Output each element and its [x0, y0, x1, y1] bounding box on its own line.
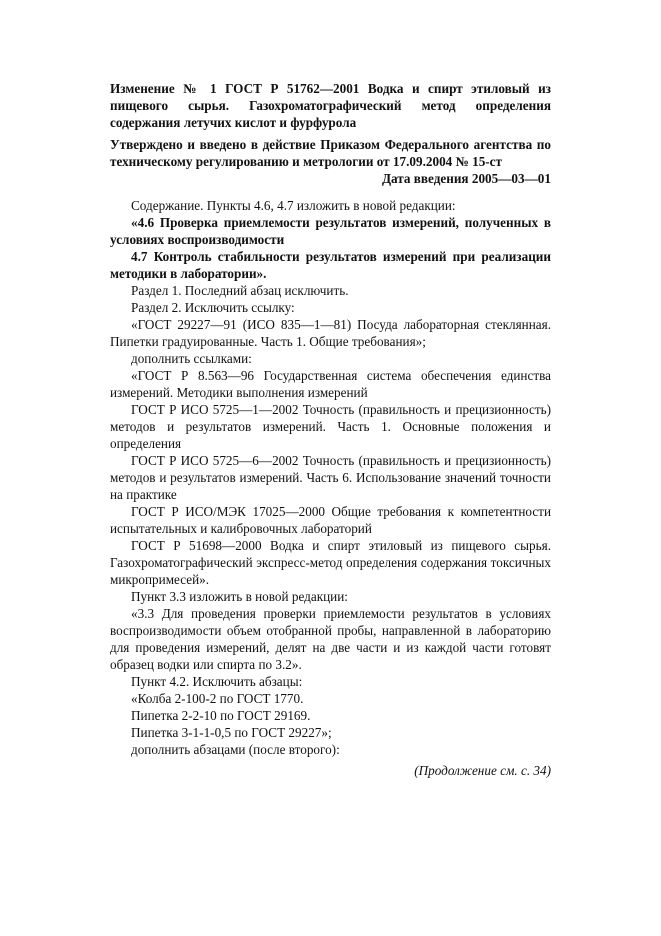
- paragraph: дополнить ссылками:: [131, 351, 252, 366]
- continued-note: (Продолжение см. с. 34): [414, 763, 551, 778]
- paragraph: Содержание. Пункты 4.6, 4.7 изложить в новой редакции:: [131, 198, 456, 213]
- paragraph: 4.7 Контроль стабильности результатов измерений при реализации методики в лаборатории».: [110, 249, 551, 281]
- document-header: [110, 80, 551, 187]
- paragraph: «ГОСТ 29227—91 (ИСО 835—1—81) Посуда лабораторная стеклянная. Пипетки градуированные. Часть 1. Общие требования»;: [110, 317, 551, 349]
- paragraph: «3.3 Для проведения проверки приемлемости результатов в условиях воспроизводимости объем отобранной пробы, направленной в лабораторию для проведения измерений, делят на две части и из каждой части готовят образец водки или спирта по 3.2».: [110, 606, 551, 672]
- paragraph: дополнить абзацами (после второго):: [131, 742, 340, 757]
- paragraph: Раздел 2. Исключить ссылку:: [131, 300, 295, 315]
- paragraph: Пипетка 3-1-1-0,5 по ГОСТ 29227»;: [131, 725, 332, 740]
- paragraph: ГОСТ Р ИСО 5725—6—2002 Точность (правильность и прецизионность) методов и результатов измерений. Часть 6. Использование значений точности на практике: [110, 453, 551, 502]
- paragraph: ГОСТ Р ИСО 5725—1—2002 Точность (правильность и прецизионность) методов и результатов измерений. Часть 1. Основные положения и определения: [110, 402, 551, 451]
- document-page: [110, 80, 551, 779]
- paragraph: «Колба 2-100-2 по ГОСТ 1770.: [131, 691, 304, 706]
- approval-statement: Утверждено и введено в действие Приказом Федерального агентства по техническому регулированию и метрологии от 17.09.2004 № 15-ст: [110, 137, 551, 169]
- document-body: [110, 197, 551, 758]
- paragraph: ГОСТ Р 51698—2000 Водка и спирт этиловый из пищевого сырья. Газохроматографический экспресс-метод определения содержания токсичных микропримесей».: [110, 538, 551, 587]
- paragraph: Пункт 3.3 изложить в новой редакции:: [131, 589, 348, 604]
- effective-date: Дата введения 2005—03—01: [381, 171, 551, 186]
- paragraph: Пипетка 2-2-10 по ГОСТ 29169.: [131, 708, 311, 723]
- paragraph: Пункт 4.2. Исключить абзацы:: [131, 674, 303, 689]
- amendment-title: Изменение № 1 ГОСТ Р 51762—2001 Водка и спирт этиловый из пищевого сырья. Газохроматографический метод определения содержания летучих кислот и фурфурола: [110, 81, 551, 130]
- paragraph: ГОСТ Р ИСО/МЭК 17025—2000 Общие требования к компетентности испытательных и калибровочных лабораторий: [110, 504, 551, 536]
- paragraph: Раздел 1. Последний абзац исключить.: [131, 283, 349, 298]
- paragraph: «4.6 Проверка приемлемости результатов измерений, полученных в условиях воспроизводимости: [110, 215, 551, 247]
- paragraph: «ГОСТ Р 8.563—96 Государственная система обеспечения единства измерений. Методики выполнения измерений: [110, 368, 551, 400]
